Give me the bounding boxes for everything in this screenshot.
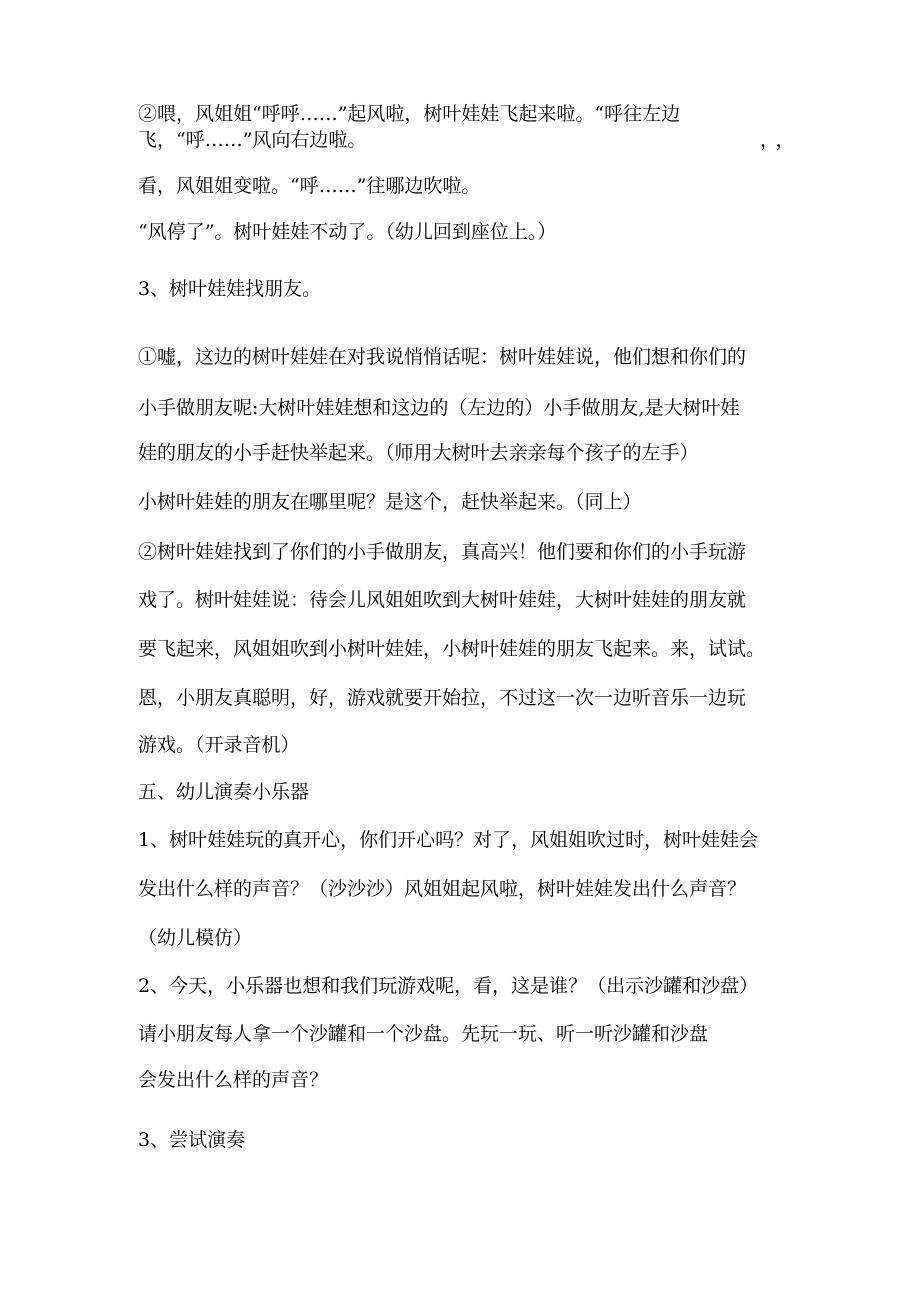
text-line-3: 看，风姐姐变啦。“呼……”往哪边吹啦。 (138, 175, 481, 197)
text-line-18: 2、今天，小乐器也想和我们玩游戏呢，看，这是谁？（出示沙罐和沙盘） (138, 975, 759, 997)
text-line-12: 要飞起来，风姐姐吹到小树叶娃娃，小树叶娃娃的朋友飞起来。来，试试。 (138, 638, 766, 660)
text-line-20: 会发出什么样的声音？ (138, 1069, 329, 1091)
text-line-8: 娃的朋友的小手赶快举起来。（师用大树叶去亲亲每个孩子的左手） (138, 442, 699, 464)
section-heading-5: 五、幼儿演奏小乐器 (138, 781, 310, 803)
text-line-16: 发出什么样的声音？（沙沙沙）风姐姐起风啦，树叶娃娃发出什么声音？ (138, 878, 747, 900)
text-line-19: 请小朋友每人拿一个沙罐和一个沙盘。先玩一玩、听一听沙罐和沙盘 (138, 1023, 709, 1045)
text-line-15: 1、树叶娃娃玩的真开心，你们开心吗？对了，风姐姐吹过时，树叶娃娃会 (138, 829, 759, 851)
text-line-5: 3、树叶娃娃找朋友。 (138, 278, 322, 300)
text-line-6: ①嘘，这边的树叶娃娃在对我说悄悄话呢：树叶娃娃说，他们想和你们的 (138, 346, 747, 368)
text-line-21: 3、尝试演奏 (138, 1129, 246, 1151)
text-line-11: 戏了。树叶娃娃说：待会儿风姐姐吹到大树叶娃娃，大树叶娃娃的朋友就 (138, 589, 747, 611)
text-line-13: 恩，小朋友真聪明，好，游戏就要开始拉，不过这一次一边听音乐一边玩 (138, 687, 747, 709)
stray-punctuation: ，， (760, 129, 801, 151)
text-line-9: 小树叶娃娃的朋友在哪里呢？是这个，赶快举起来。（同上） (138, 491, 642, 513)
text-line-2: 飞，“呼……”风向右边啦。 (138, 129, 367, 151)
text-line-4: “风停了”。树叶娃娃不动了。（幼儿回到座位上。） (138, 221, 557, 243)
text-line-17: （幼儿模仿） (138, 927, 253, 949)
text-line-14: 游戏。（开录音机） (138, 734, 300, 756)
text-line-7: 小手做朋友呢:大树叶娃娃想和这边的（左边的）小手做朋友,是大树叶娃 (138, 397, 740, 419)
text-line-1: ②喂，风姐姐“呼呼……”起风啦，树叶娃娃飞起来啦。“呼往左边 (138, 103, 681, 125)
text-line-10: ②树叶娃娃找到了你们的小手做朋友，真高兴！他们要和你们的小手玩游 (138, 541, 747, 563)
